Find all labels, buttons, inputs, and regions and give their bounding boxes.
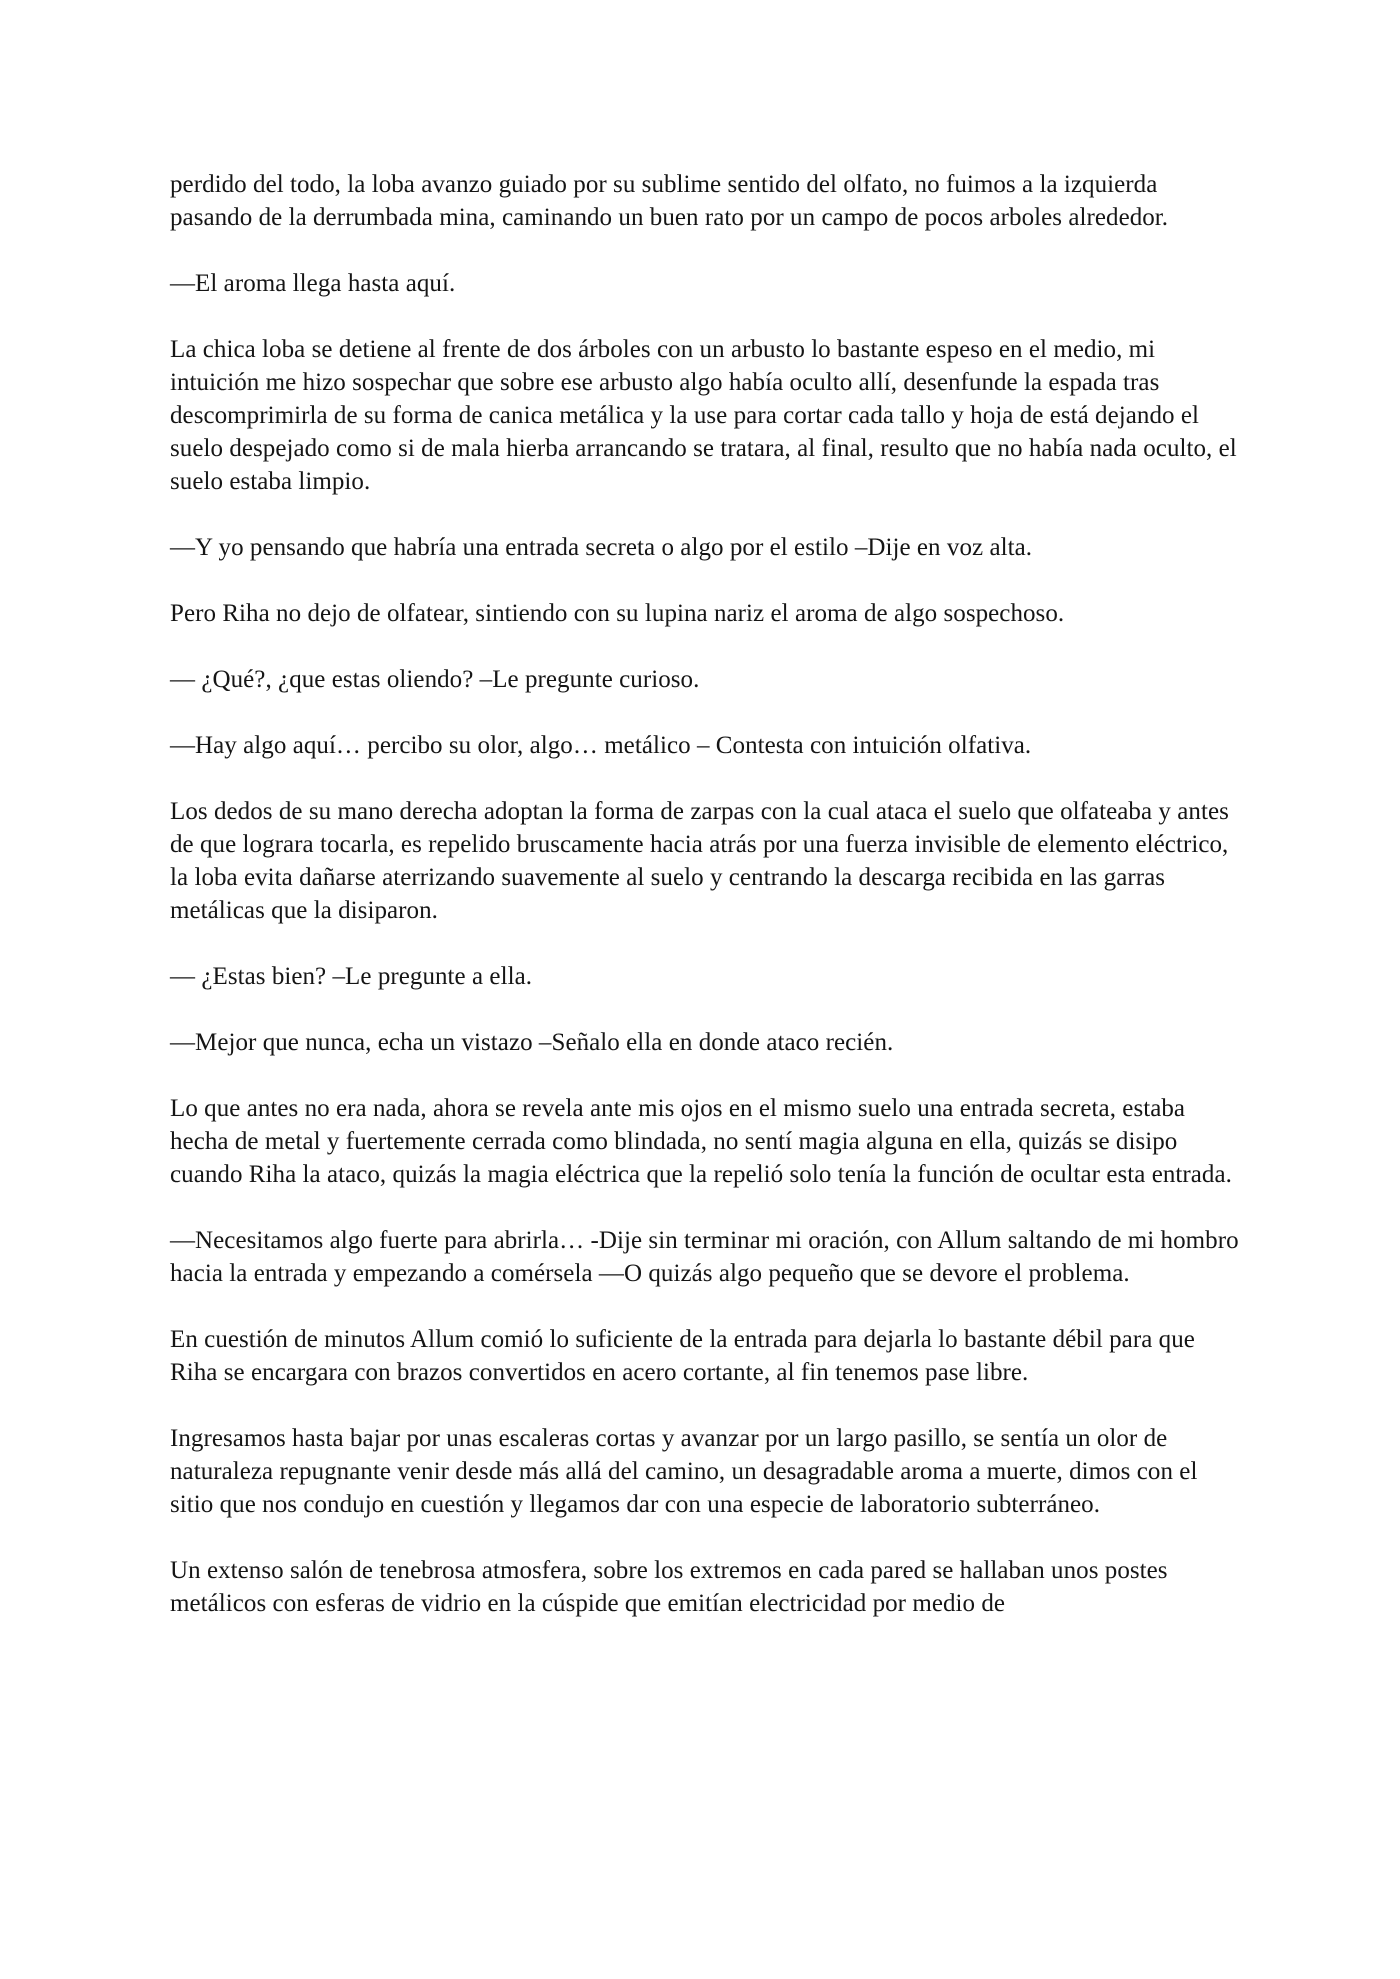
paragraph-2: —El aroma llega hasta aquí. [170, 270, 456, 297]
paragraph-9: — ¿Estas bien? –Le pregunte a ella. [170, 963, 533, 990]
paragraph-13: En cuestión de minutos Allum comió lo suficiente de la entrada para dejarla lo bastante débil para que Riha se encargara con brazos convertidos en acero cortante, al fin tenemos pase libre. [170, 1326, 1195, 1386]
paragraph-8: Los dedos de su mano derecha adoptan la forma de zarpas con la cual ataca el suelo que olfateaba y antes de que lograra tocarla, es repelido bruscamente hacia atrás por una fuerza invisible de elemento eléctrico, la loba evita dañarse aterrizando suavemente al suelo y centrando la descarga recibida en las garras metálicas que la disiparon. [170, 798, 1229, 924]
paragraph-5: Pero Riha no dejo de olfatear, sintiendo con su lupina nariz el aroma de algo sospechoso. [170, 600, 1065, 627]
paragraph-15: Un extenso salón de tenebrosa atmosfera, sobre los extremos en cada pared se hallaban unos postes metálicos con esferas de vidrio en la cúspide que emitían electricidad por medio de [170, 1557, 1168, 1617]
document-body [170, 168, 1240, 1620]
paragraph-14: Ingresamos hasta bajar por unas escaleras cortas y avanzar por un largo pasillo, se sentía un olor de naturaleza repugnante venir desde más allá del camino, un desagradable aroma a muerte, dimos con el sitio que nos condujo en cuestión y llegamos dar con una especie de laboratorio subterráneo. [170, 1425, 1198, 1518]
paragraph-10: —Mejor que nunca, echa un vistazo –Señalo ella en donde ataco recién. [170, 1029, 894, 1056]
paragraph-4: —Y yo pensando que habría una entrada secreta o algo por el estilo –Dije en voz alta. [170, 534, 1033, 561]
paragraph-1: perdido del todo, la loba avanzo guiado por su sublime sentido del olfato, no fuimos a la izquierda pasando de la derrumbada mina, caminando un buen rato por un campo de pocos arboles alrededor. [170, 171, 1169, 231]
paragraph-12: —Necesitamos algo fuerte para abrirla… -Dije sin terminar mi oración, con Allum saltando de mi hombro hacia la entrada y empezando a comérsela —O quizás algo pequeño que se devore el problema. [170, 1227, 1239, 1287]
paragraph-11: Lo que antes no era nada, ahora se revela ante mis ojos en el mismo suelo una entrada secreta, estaba hecha de metal y fuertemente cerrada como blindada, no sentí magia alguna en ella, quizás se disipo cuando Riha la ataco, quizás la magia eléctrica que la repelió solo tenía la función de ocultar esta entrada. [170, 1095, 1232, 1188]
paragraph-6: — ¿Qué?, ¿que estas oliendo? –Le pregunte curioso. [170, 666, 700, 693]
paragraph-7: —Hay algo aquí… percibo su olor, algo… metálico – Contesta con intuición olfativa. [170, 732, 1032, 759]
paragraph-3: La chica loba se detiene al frente de dos árboles con un arbusto lo bastante espeso en el medio, mi intuición me hizo sospechar que sobre ese arbusto algo había oculto allí, desenfunde la espada tras descomprimirla de su forma de canica metálica y la use para cortar cada tallo y hoja de está dejando el suelo despejado como si de mala hierba arrancando se tratara, al final, resulto que no había nada oculto, el suelo estaba limpio. [170, 336, 1237, 495]
